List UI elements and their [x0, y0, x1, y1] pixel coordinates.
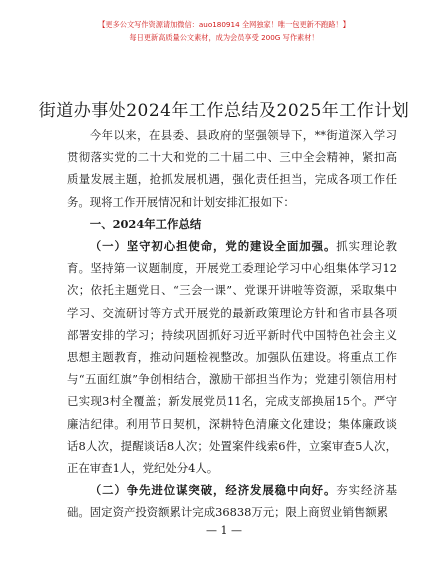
intro-paragraph: 今年以来，在县委、县政府的坚强领导下，**街道深入学习贯彻落实党的二十大和党的二十届二中、三中全会精神，紧扣高质量发展主题，抢抓发展机遇，强化责任担当，完成各项工作任务。现将工作开展情况和计划安排汇报如下： [67, 128, 397, 209]
section-1-heading: 一、2024年工作总结 [89, 216, 202, 231]
subsection-1-body: 抓实理论教育。坚持第一议题制度，开展党工委理论学习中心组集体学习12次；依托主题党日、“三会一课”、党课开讲啦等资源，采取集中学习、交流研讨等方式开展党的最新政策理论方针和省市县各项部署安排的学习；持续巩固抓好习近平新时代中国特色社会主义思想主题教育，推动问题检视整改。加强队伍建设。将重点工作与“五面红旗”争创相结合，激励干部担当作为；党建引领信用村已实现3村全覆盖；新发展党员11名，完成支部换届15个。严守廉洁纪律。利用节日契机，深耕特色清廉文化建设；集体廉政谈话8人次，提醒谈话8人次；处置案件线索6件，立案审查5人次，正在审查1人，党纪处分4人。 [67, 239, 397, 476]
subsection-2-paragraph [67, 479, 397, 523]
document-title: 街道办事处2024年工作总结及2025年工作计划 [38, 101, 410, 121]
promo-banner-line-1: 【更多公文写作资源请加微信：auo180914 全网独家！唯一包更新不跑路！】 [98, 20, 350, 29]
promo-banner-line-2: 每日更新高质量公文素材，成为会员享受 200G 写作素材！ [129, 33, 319, 42]
subsection-2-body: 夯实经济基础。固定资产投资额累计完成36838万元；限上商贸业销售额累 [67, 483, 397, 520]
subsection-2-heading: （二）争先进位谋突破，经济发展稳中向好。 [89, 483, 337, 498]
subsection-1-heading: （一）坚守初心担使命，党的建设全面加强。 [89, 239, 337, 254]
subsection-1-paragraph [67, 235, 397, 479]
page-number: — 1 — [206, 524, 242, 537]
document-body [67, 124, 397, 524]
